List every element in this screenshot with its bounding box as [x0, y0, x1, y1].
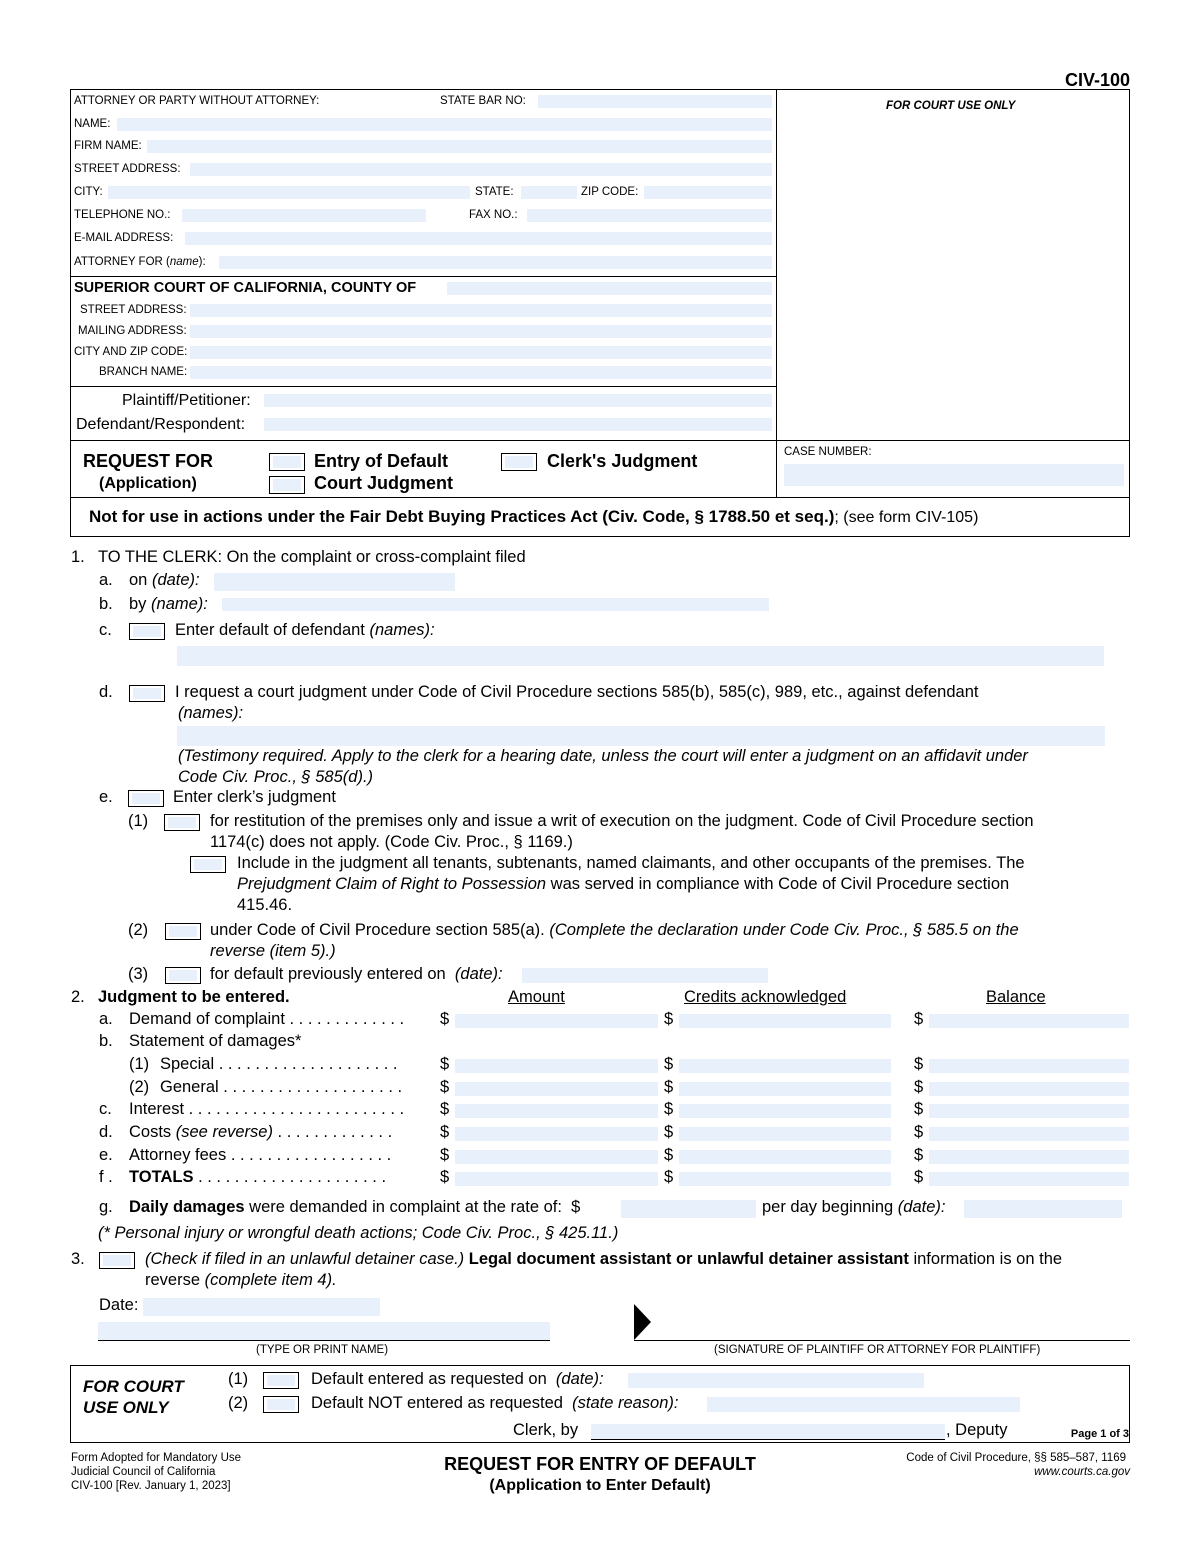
balance-field[interactable] [929, 1127, 1129, 1141]
street-label: STREET ADDRESS: [74, 163, 181, 175]
daily-rate-field[interactable] [621, 1200, 756, 1218]
damage-row-label: Interest . . . . . . . . . . . . . . . . . . . . . . . . [129, 1100, 405, 1118]
dollar-sign: $ [440, 1078, 450, 1096]
item1e3-num: (3) [128, 965, 149, 983]
balance-field[interactable] [929, 1059, 1129, 1073]
court-only-title2: USE ONLY [83, 1398, 169, 1417]
damage-row-letter: f . [99, 1168, 113, 1186]
fax-field[interactable] [527, 209, 772, 222]
state-bar-field[interactable] [538, 95, 772, 108]
daily-date-field[interactable] [964, 1200, 1122, 1218]
item3-text: (Check if filed in an unlawful detainer case.) Legal document assistant or unlawful detainer assistant information is on the [145, 1250, 1063, 1268]
credits-field[interactable] [679, 1172, 891, 1186]
balance-field[interactable] [929, 1082, 1129, 1096]
dollar-sign: $ [440, 1055, 450, 1073]
item1-heading: TO THE CLERK: On the complaint or cross-complaint filed [98, 548, 526, 566]
court-use-only-label: FOR COURT USE ONLY [886, 100, 1016, 112]
city-label: CITY: [74, 186, 103, 198]
court-r2-text: Default NOT entered as requested (state reason): [311, 1394, 679, 1412]
defendant-label: Defendant/Respondent: [76, 416, 246, 433]
court-r1-text: Default entered as requested on (date): [311, 1370, 604, 1388]
item1e-letter: e. [99, 788, 113, 806]
item1d-note1: (Testimony required. Apply to the clerk for a hearing date, unless the court will enter a judgment on an affidavit under [178, 747, 1028, 765]
default-entered-date-field[interactable] [628, 1373, 924, 1388]
dollar-sign: $ [440, 1010, 450, 1028]
item1b-letter: b. [99, 595, 113, 613]
filed-date-field[interactable] [214, 573, 455, 591]
amount-field[interactable] [455, 1104, 658, 1118]
dollar-sign: $ [664, 1078, 674, 1096]
request-for-title: REQUEST FOR [83, 451, 214, 471]
form-number: CIV-100 [1064, 70, 1130, 90]
item1e-text: Enter clerk’s judgment [173, 788, 336, 806]
item1e1-num: (1) [128, 812, 149, 830]
credits-field[interactable] [679, 1150, 891, 1164]
state-label: STATE: [475, 186, 514, 198]
item1e3-text: for default previously entered on (date): [210, 965, 503, 983]
date-label: Date: [99, 1296, 139, 1314]
filed-by-field[interactable] [222, 598, 769, 611]
tel-label: TELEPHONE NO.: [74, 209, 171, 221]
attorney-for-field[interactable] [219, 256, 772, 269]
court-judgment-label: Court Judgment [314, 473, 453, 493]
dollar-sign: $ [440, 1123, 450, 1141]
court-street-field[interactable] [190, 304, 772, 317]
page-number: Page 1 of 3 [1070, 1428, 1129, 1440]
item1a-label: on (date): [129, 571, 200, 589]
signature-caption: (SIGNATURE OF PLAINTIFF OR ATTORNEY FOR PLAINTIFF) [714, 1344, 1041, 1356]
item1d-names-label: (names): [178, 704, 244, 722]
balance-field[interactable] [929, 1172, 1129, 1186]
damage-row-letter: a. [99, 1010, 113, 1028]
footer-left-2: Judicial Council of California [71, 1466, 216, 1478]
damage-row-letter: e. [99, 1146, 113, 1164]
court-branch-field[interactable] [190, 366, 772, 379]
item1b-label: by (name): [129, 595, 208, 613]
dollar-sign: $ [664, 1123, 674, 1141]
dollar-sign: $ [914, 1168, 924, 1186]
previous-default-checkbox[interactable] [165, 967, 201, 984]
item2g-text: Daily damages were demanded in complaint at the rate of: $ [129, 1198, 581, 1216]
court-only-title1: FOR COURT [83, 1377, 184, 1396]
clerks-judgment-label: Clerk's Judgment [547, 451, 698, 471]
court-judgment-checkbox[interactable] [269, 476, 305, 494]
default-entered-checkbox[interactable] [263, 1372, 299, 1389]
clerk-by-label: Clerk, by [513, 1421, 579, 1439]
damage-row-label: Costs (see reverse) . . . . . . . . . . . . . [129, 1123, 393, 1141]
credits-field[interactable] [679, 1104, 891, 1118]
signature-field[interactable] [660, 1316, 1130, 1338]
defendant-field[interactable] [264, 418, 772, 431]
credits-field[interactable] [679, 1059, 891, 1073]
dollar-sign: $ [664, 1100, 674, 1118]
item1d-note2: Code Civ. Proc., § 585(d).) [178, 768, 374, 786]
fax-label: FAX NO.: [469, 209, 518, 221]
item1d-text: I request a court judgment under Code of Civil Procedure sections 585(b), 585(c), 989, etc., against defendant [175, 683, 979, 701]
damage-row-label: TOTALS . . . . . . . . . . . . . . . . . . . . . [129, 1168, 387, 1186]
restitution-checkbox[interactable] [164, 814, 200, 831]
email-label: E-MAIL ADDRESS: [74, 232, 174, 244]
item3-num: 3. [71, 1250, 85, 1268]
request-for-subtitle: (Application) [99, 475, 197, 492]
damage-row-label: General . . . . . . . . . . . . . . . . . . . . [160, 1078, 403, 1096]
footer-right-2: www.courts.ca.gov [1034, 1466, 1130, 1478]
signature-arrow-icon [634, 1304, 654, 1340]
court-cityzip-field[interactable] [190, 346, 772, 359]
damage-row-letter: (1) [129, 1055, 150, 1073]
item1e1-line2: 1174(c) does not apply. (Code Civ. Proc., § 1169.) [210, 833, 573, 851]
amount-field[interactable] [455, 1059, 658, 1073]
section-585a-checkbox[interactable] [165, 923, 201, 940]
type-name-caption: (TYPE OR PRINT NAME) [256, 1344, 389, 1356]
dollar-sign: $ [664, 1146, 674, 1164]
amount-field[interactable] [455, 1014, 658, 1028]
city-field[interactable] [108, 186, 470, 199]
clerk-name-field[interactable] [591, 1424, 945, 1439]
balance-field[interactable] [929, 1014, 1129, 1028]
fdbpa-notice: Not for use in actions under the Fair Debt Buying Practices Act (Civ. Code, § 1788.50 et seq.); (see form CIV-105) [89, 507, 979, 526]
court-judgment-request-checkbox[interactable] [129, 685, 165, 702]
court-mailing-field[interactable] [190, 325, 772, 338]
state-field[interactable] [521, 186, 577, 199]
item2g-letter: g. [99, 1198, 113, 1216]
name-field[interactable] [117, 118, 772, 131]
court-street-label: STREET ADDRESS: [80, 304, 187, 316]
reason-field[interactable] [707, 1397, 1020, 1412]
default-names-field[interactable] [177, 646, 1104, 666]
dollar-sign: $ [914, 1055, 924, 1073]
judgment-names-field[interactable] [177, 726, 1105, 746]
firm-field[interactable] [147, 140, 772, 153]
item1c-label: Enter default of defendant (names): [175, 621, 435, 639]
item1d-letter: d. [99, 683, 113, 701]
footer-left-3: CIV-100 [Rev. January 1, 2023] [71, 1480, 231, 1492]
damage-row-letter: (2) [129, 1078, 150, 1096]
damage-row-letter: d. [99, 1123, 113, 1141]
item2b-heading: Statement of damages* [129, 1032, 302, 1050]
previous-default-date-field[interactable] [522, 968, 768, 983]
item1a-letter: a. [99, 571, 113, 589]
col-credits: Credits acknowledged [684, 988, 847, 1006]
signature-date-field[interactable] [143, 1298, 380, 1316]
deputy-label: , Deputy [946, 1421, 1008, 1439]
street-field[interactable] [190, 163, 772, 176]
item2b-letter: b. [99, 1032, 113, 1050]
dollar-sign: $ [914, 1078, 924, 1096]
unlawful-detainer-checkbox[interactable] [99, 1252, 135, 1269]
balance-field[interactable] [929, 1150, 1129, 1164]
county-field[interactable] [447, 282, 772, 295]
item1e1-line1: for restitution of the premises only and issue a writ of execution on the judgment. Code of Civil Procedure section [210, 812, 1034, 830]
item1e1-sub-line2: Prejudgment Claim of Right to Possession was served in compliance with Code of Civil Procedure section [237, 875, 1010, 893]
col-amount: Amount [508, 988, 565, 1006]
credits-field[interactable] [679, 1127, 891, 1141]
item2-footnote: (* Personal injury or wrongful death actions; Code Civ. Proc., § 425.11.) [98, 1224, 619, 1242]
footer-subtitle: (Application to Enter Default) [489, 1477, 711, 1494]
name-label: NAME: [74, 118, 111, 130]
clerks-judgment-request-checkbox[interactable] [128, 790, 164, 807]
amount-field[interactable] [455, 1127, 658, 1141]
item3-line2: reverse (complete item 4). [145, 1271, 337, 1289]
entry-default-label: Entry of Default [314, 451, 449, 471]
damage-row-letter: c. [99, 1100, 112, 1118]
item2-num: 2. [71, 988, 85, 1006]
dollar-sign: $ [664, 1055, 674, 1073]
court-cityzip-label: CITY AND ZIP CODE: [74, 346, 188, 358]
case-number-field[interactable] [784, 464, 1124, 486]
dollar-sign: $ [664, 1168, 674, 1186]
item1e2-line2: reverse (item 5).) [210, 942, 336, 960]
tel-field[interactable] [182, 209, 426, 222]
damage-row-label: Demand of complaint . . . . . . . . . . . . . [129, 1010, 405, 1028]
amount-field[interactable] [455, 1150, 658, 1164]
dollar-sign: $ [440, 1100, 450, 1118]
col-balance: Balance [986, 988, 1046, 1006]
court-r1-num: (1) [228, 1370, 249, 1388]
default-not-entered-checkbox[interactable] [263, 1396, 299, 1413]
type-name-field[interactable] [98, 1322, 550, 1340]
balance-field[interactable] [929, 1104, 1129, 1118]
item1e2-num: (2) [128, 921, 149, 939]
clerks-judgment-checkbox[interactable] [501, 453, 537, 471]
dollar-sign: $ [914, 1123, 924, 1141]
plaintiff-field[interactable] [264, 394, 772, 407]
dollar-sign: $ [664, 1010, 674, 1028]
dollar-sign: $ [440, 1146, 450, 1164]
dollar-sign: $ [440, 1168, 450, 1186]
amount-field[interactable] [455, 1082, 658, 1096]
attorney-for-label: ATTORNEY FOR (name): [74, 256, 206, 268]
court-branch-label: BRANCH NAME: [99, 366, 188, 378]
item1c-letter: c. [99, 621, 112, 639]
entry-default-checkbox[interactable] [269, 453, 305, 471]
damage-row-label: Attorney fees . . . . . . . . . . . . . . . . . . [129, 1146, 392, 1164]
item2g-per-day: per day beginning (date): [762, 1198, 946, 1216]
dollar-sign: $ [914, 1146, 924, 1164]
include-occupants-checkbox[interactable] [190, 856, 226, 873]
dollar-sign: $ [914, 1100, 924, 1118]
zip-label: ZIP CODE: [581, 186, 639, 198]
amount-field[interactable] [455, 1172, 658, 1186]
state-bar-label: STATE BAR NO: [440, 95, 526, 107]
item1e2-text: under Code of Civil Procedure section 585(a). (Complete the declaration under Code Civ. Proc., § 585.5 on the [210, 921, 1019, 939]
credits-field[interactable] [679, 1014, 891, 1028]
item1e1-sub-line3: 415.46. [237, 896, 293, 914]
firm-label: FIRM NAME: [74, 140, 142, 152]
court-title: SUPERIOR COURT OF CALIFORNIA, COUNTY OF [74, 280, 417, 296]
email-field[interactable] [185, 232, 772, 245]
footer-right-1: Code of Civil Procedure, §§ 585–587, 1169 [906, 1452, 1126, 1464]
enter-default-checkbox[interactable] [129, 623, 165, 640]
item2-heading: Judgment to be entered. [98, 988, 290, 1006]
item1e1-sub-line1: Include in the judgment all tenants, subtenants, named claimants, and other occupants of the premises. The [237, 854, 1025, 872]
dollar-sign: $ [914, 1010, 924, 1028]
plaintiff-label: Plaintiff/Petitioner: [122, 392, 251, 409]
attorney-label: ATTORNEY OR PARTY WITHOUT ATTORNEY: [74, 95, 320, 107]
court-mailing-label: MAILING ADDRESS: [78, 325, 187, 337]
item1-num: 1. [71, 548, 85, 566]
footer-title: REQUEST FOR ENTRY OF DEFAULT [444, 1454, 756, 1474]
zip-field[interactable] [644, 186, 772, 199]
footer-left-1: Form Adopted for Mandatory Use [71, 1452, 242, 1464]
court-r2-num: (2) [228, 1394, 249, 1412]
case-number-label: CASE NUMBER: [784, 446, 872, 458]
credits-field[interactable] [679, 1082, 891, 1096]
damage-row-label: Special . . . . . . . . . . . . . . . . . . . . [160, 1055, 398, 1073]
